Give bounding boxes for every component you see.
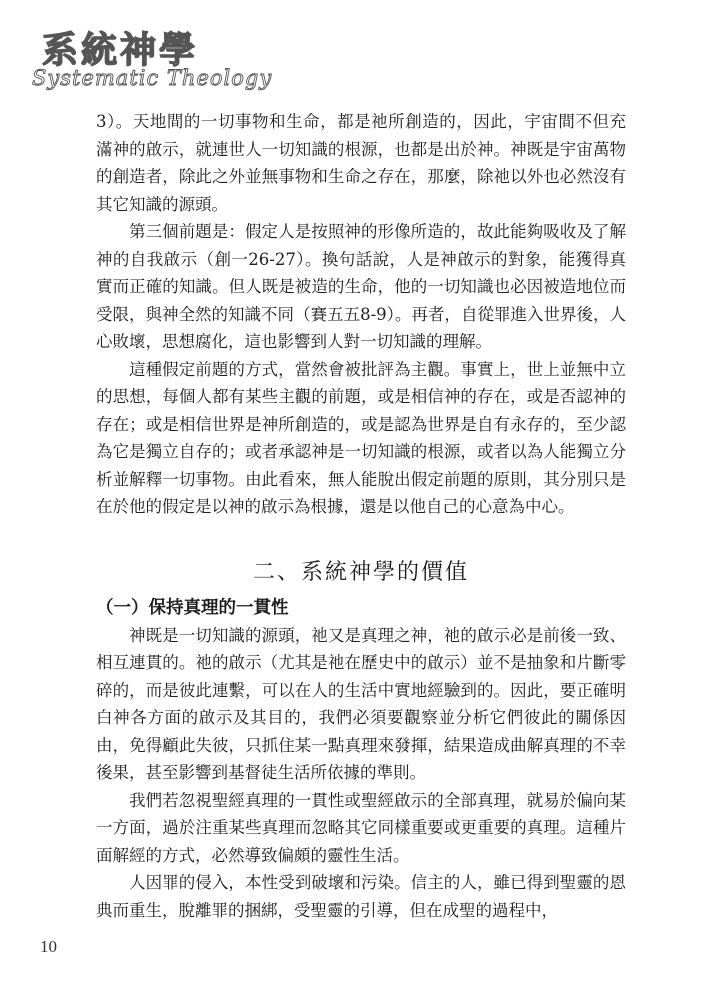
paragraph: 第三個前題是：假定人是按照神的形像所造的，故此能夠吸收及了解神的自我啟示（創一26-27）。換句話說，人是神啟示的對象，能獲得真實而正確的知識。但人既是被造的生命，他的一切知識也必因被造地位而受限，與神全然的知識不同（賽五五8-9）。再者，自從罪進入世界後，人心敗壞，思想腐化，這也影響到人對一切知識的理解。 (96, 222, 626, 351)
running-header (28, 22, 273, 102)
page-number: 10 (40, 937, 57, 956)
paragraph: 我們若忽視聖經真理的一貫性或聖經啟示的全部真理，就易於偏向某一方面，過於注重某些真理而忽略其它同樣重要或更重要的真理。這種片面解經的方式，必然導致偏頗的靈性生活。 (96, 790, 626, 865)
section-heading: 二、系統神學的價值 (252, 559, 469, 585)
book-title-logo-english: Systematic Theology (32, 66, 273, 90)
paragraph: 這種假定前題的方式，當然會被批評為主觀。事實上，世上並無中立的思想，每個人都有某些主觀的前題，或是相信神的存在，或是否認神的存在；或是相信世界是神所創造的，或是認為世界是自有永存的，至少認為它是獨立自存的；或者承認神是一切知識的根源，或者以為人能獨立分析並解釋一切事物。由此看來，無人能脫出假定前題的原則，其分別只是在於他的假定是以神的啟示為根據，還是以他自己的心意為中心。 (96, 359, 626, 516)
paragraph: 人因罪的侵入，本性受到破壞和污染。信主的人，雖已得到聖靈的恩典而重生，脫離罪的捆綁，受聖靈的引導，但在成聖的過程中， (96, 873, 626, 920)
page-body (96, 108, 626, 924)
paragraph: 神既是一切知識的源頭，祂又是真理之神，祂的啟示必是前後一致、相互連貫的。祂的啟示（尤其是祂在歷史中的啟示）並不是抽象和片斷零碎的，而是彼此連繫，可以在人的生活中實地經驗到的。因此，要正確明白神各方面的啟示及其目的，我們必須要觀察並分析它們彼此的關係因由，免得顧此失彼，只抓住某一點真理來發揮，結果造成曲解真理的不幸後果，甚至影響到基督徒生活所依據的準則。 (96, 625, 626, 782)
sub-heading: （一）保持真理的一貫性 (96, 597, 289, 618)
book-title-logo-chinese: 系統神學 (42, 29, 199, 71)
paragraph: 3）。天地間的一切事物和生命，都是祂所創造的，因此，宇宙間不但充滿神的啟示，就連世人一切知識的根源，也都是出於神。神既是宇宙萬物的創造者，除此之外並無事物和生命之存在，那麼，除祂以外也必然沒有其它知識的源頭。 (96, 112, 626, 214)
